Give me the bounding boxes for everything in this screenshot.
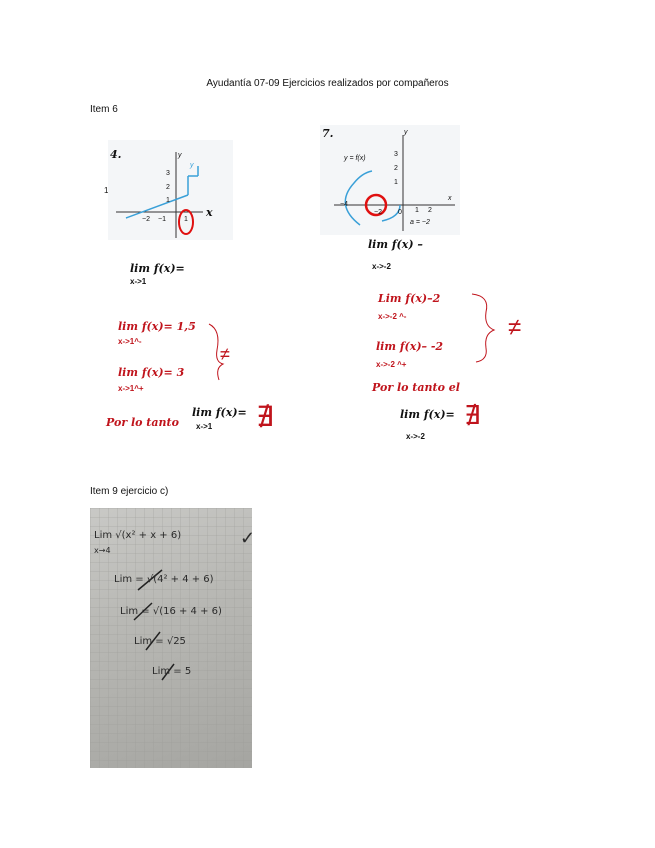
- hw-line1-sub: x→4: [94, 546, 111, 555]
- hw-line4: Lim = √25: [134, 636, 186, 647]
- graph-y-label: y: [178, 152, 182, 159]
- hw-line3: Lim = √(16 + 4 + 6): [120, 606, 222, 617]
- problem4-graph-svg: [108, 140, 233, 240]
- p4-conclusion-sub: x->1: [196, 422, 213, 431]
- p7-conclusion-prefix: Por lo tanto el: [372, 381, 460, 394]
- graph-fx-label: y = f(x): [344, 155, 366, 162]
- tick-1: 1: [166, 197, 170, 204]
- p7-not-equal: ≠: [508, 314, 522, 341]
- tick-2: 2: [166, 184, 170, 191]
- tick-1: 1: [394, 179, 398, 186]
- p4-question-sub: x->1: [130, 277, 147, 286]
- p7-brace: [470, 290, 510, 366]
- item6-heading: Item 6: [90, 104, 118, 115]
- p7-answer-mark: ∄: [464, 400, 481, 430]
- p4-right-limit: [118, 366, 184, 379]
- tick-0: 0: [398, 209, 402, 216]
- p7-conclusion-sub: x->-2: [406, 432, 425, 441]
- handwritten-photo: [90, 508, 256, 768]
- tick-3: 3: [394, 151, 398, 158]
- p4-right-value: 3: [176, 366, 185, 379]
- hw-line2: Lim = √(4² + 4 + 6): [114, 574, 214, 585]
- tick-m2: −2: [142, 216, 150, 223]
- p7-conclusion: lim f(x)=: [400, 408, 455, 421]
- graph-x-label: x: [206, 206, 213, 219]
- p4-conclusion: lim f(x)=: [192, 406, 247, 419]
- p7-question-sub: x->-2: [372, 262, 391, 271]
- p4-question: lim f(x)=: [130, 262, 185, 275]
- curve-left: [126, 195, 188, 218]
- a-label: a = −2: [410, 219, 430, 226]
- p4-left-sub: x->1^-: [118, 337, 142, 346]
- page-title: Ayudantía 07-09 Ejercicios realizados por compañeros: [206, 78, 449, 89]
- check-mark-icon: ✓: [240, 528, 256, 548]
- tick-2: 2: [394, 165, 398, 172]
- graph-y-label-2: y: [190, 162, 194, 169]
- p4-left-limit: [118, 320, 196, 333]
- p4-left-limit-label: lim f(x)=: [118, 320, 173, 333]
- graph-y-label: y: [404, 129, 408, 136]
- tick-3: 3: [166, 170, 170, 177]
- tick-2x: 2: [428, 207, 432, 214]
- tick-m2: −2: [374, 209, 382, 216]
- p4-right-limit-label: lim f(x)=: [118, 366, 173, 379]
- tick-1x: 1: [415, 207, 419, 214]
- tick-1x: 1: [184, 216, 188, 223]
- p4-right-sub: x->1^+: [118, 384, 144, 393]
- p7-right-sub: x->-2 ^+: [376, 360, 407, 369]
- hw-line5: Lim = 5: [152, 666, 192, 677]
- p4-conclusion-prefix: Por lo tanto: [106, 416, 179, 429]
- p4-not-equal: ≠: [220, 344, 230, 364]
- tick-m1: −1: [158, 216, 166, 223]
- p7-question: lim f(x) –: [368, 238, 423, 251]
- tick-m4: −4: [340, 201, 348, 208]
- p7-right-limit: lim f(x)– -2: [376, 340, 444, 353]
- problem4-graph: [108, 140, 233, 240]
- item9-heading: Item 9 ejercicio c): [90, 486, 169, 497]
- problem7-graph: [320, 125, 460, 235]
- problem7-number: 7.: [322, 127, 334, 140]
- problem7-graph-svg: [320, 125, 460, 235]
- stray-mark: 1: [104, 186, 109, 195]
- problem4-number: 4.: [110, 148, 122, 161]
- p4-answer-mark: ∄: [256, 401, 274, 432]
- p4-left-value: 1,5: [176, 320, 196, 333]
- p7-brace-path: [472, 294, 494, 362]
- graph-x-label: x: [448, 195, 452, 202]
- hw-line1: Lim √(x² + x + 6): [94, 530, 182, 541]
- p7-left-sub: x->-2 ^-: [378, 312, 407, 321]
- p7-left-limit: Lim f(x)–2: [378, 292, 441, 305]
